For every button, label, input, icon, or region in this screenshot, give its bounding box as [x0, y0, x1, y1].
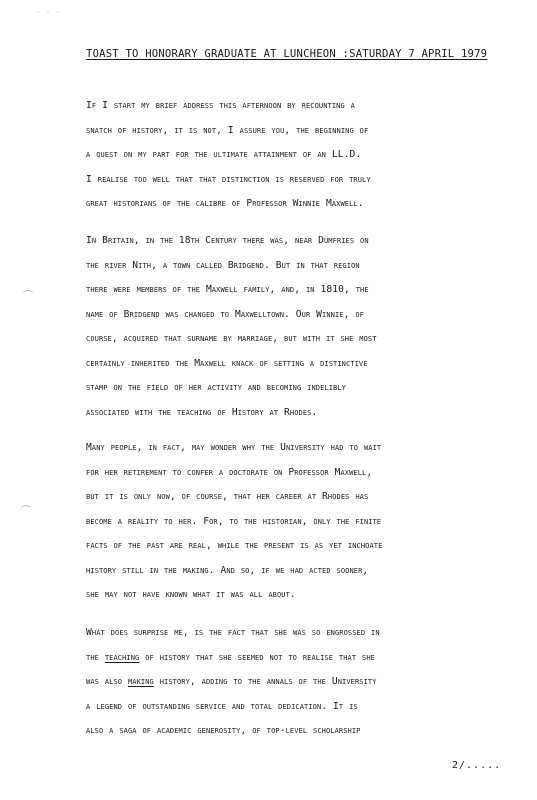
text-line: name of Bridgend was changed to Maxwelltown. Our Winnie, of	[86, 308, 364, 320]
text-line	[86, 670, 526, 695]
text-line	[86, 646, 526, 671]
text-line: facts of the past are real, while the present is as yet inchoate	[86, 540, 383, 551]
text-line: for her retirement to confer a doctorate on Professor Maxwell,	[86, 466, 373, 478]
text-line: certainly inherited the Maxwell knack of setting a distinctive	[86, 357, 368, 369]
text-line: course, acquired that surname by marriage, but with it she most	[86, 333, 377, 344]
page-number: 2/.....	[452, 760, 502, 771]
scan-mark	[20, 505, 32, 516]
paragraph-3	[86, 436, 526, 608]
scan-mark: · · ·	[36, 8, 61, 17]
text-line: snatch of history, it is not, I assure you, the beginning of	[86, 124, 369, 136]
paragraph-4	[86, 621, 526, 744]
text-line: stamp on the field of her activity and becoming indelibly	[86, 382, 346, 393]
text-line: the river Nith, a town called Bridgend. But in that region	[86, 259, 360, 271]
text-segment: history, adding to the annals of the University	[153, 676, 377, 687]
underlined-word: making	[127, 676, 154, 687]
scan-mark	[22, 290, 34, 301]
text-segment: was also	[86, 676, 128, 687]
text-line: become a reality to her. For, to the historian, only the finite	[86, 515, 382, 527]
text-line: also a saga of academic generosity, of top-level scholarship	[86, 725, 361, 736]
text-line: Many people, in fact, may wonder why the University had to wait	[86, 442, 382, 453]
text-line: there were members of the Maxwell family, and, in 1810, the	[86, 284, 369, 295]
text-line: What does surprise me, is the fact that she was so engrossed in	[86, 627, 380, 638]
text-line: I realise too well that that distinction is reserved for truly	[86, 173, 371, 185]
text-segment: the	[86, 651, 105, 663]
text-line: great historians of the calibre of Professor Winnie Maxwell.	[86, 198, 364, 209]
text-line: a legend of outstanding service and total dedication. It is	[86, 700, 358, 712]
text-segment: of history that she seemed not to realise that she	[139, 651, 375, 663]
text-line: history still in the making. And so, if we had acted sooner,	[86, 564, 369, 576]
text-line: In Britain, in the 18th Century there was, near Dumfries on	[86, 235, 369, 246]
text-line: If I start my brief address this afternoon by recounting a	[86, 100, 355, 111]
text-line: she may not have known what it was all about.	[86, 589, 296, 600]
text-line: a quest on my part for the ultimate attainment of an LL.D.	[86, 149, 362, 160]
paragraph-1	[86, 94, 526, 217]
paragraph-2	[86, 229, 526, 425]
text-line: associated with the teaching of History at Rhodes.	[86, 406, 318, 418]
underlined-word: teaching	[104, 651, 140, 663]
text-line: but it is only now, of course, that her career at Rhodes has	[86, 491, 369, 502]
document-title: TOAST TO HONORARY GRADUATE AT LUNCHEON :SATURDAY 7 APRIL 1979	[86, 48, 488, 60]
